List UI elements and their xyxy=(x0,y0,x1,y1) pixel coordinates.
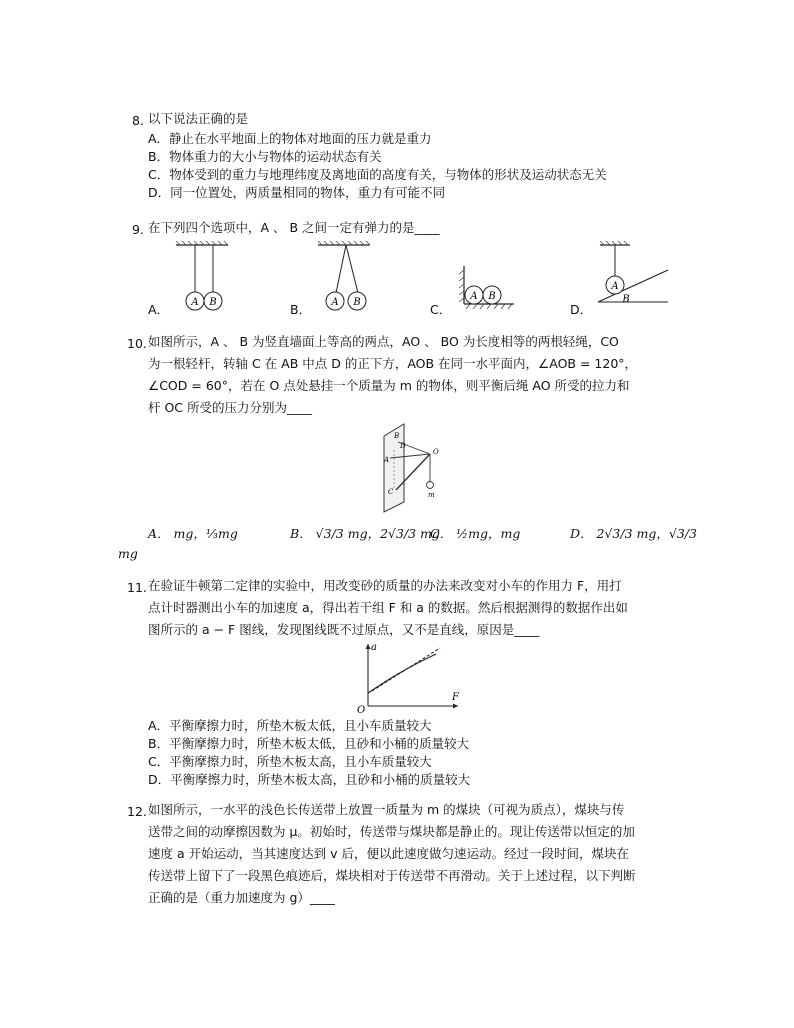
q9-a-ball-b: B xyxy=(209,297,217,308)
q8-number: 8. xyxy=(132,113,144,128)
q12-number: 12. xyxy=(127,804,147,819)
q10-option-a: A． mg，⅓mg xyxy=(148,526,238,541)
q9-label-b: B． xyxy=(290,302,312,317)
q10-fig-label-a: A xyxy=(384,456,390,464)
q11-origin: O xyxy=(357,705,366,714)
q8-option-c: C．物体受到的重力与地理纬度及离地面的高度有关，与物体的形状及运动状态无关 xyxy=(148,167,607,182)
q9-stem: 在下列四个选项中，A 、 B 之间一定有弹力的是____ xyxy=(148,220,440,235)
q9-figure-a xyxy=(172,240,232,315)
q11-line-2: 点计时器测出小车的加速度 a，得出若干组 F 和 a 的数据。然后根据测得的数据作出如 xyxy=(148,600,628,615)
q11-option-b: B．平衡摩擦力时，所垫木板太低，且砂和小桶的质量较大 xyxy=(148,736,470,751)
q12-line-5: 正确的是（重力加速度为 g）____ xyxy=(148,890,335,905)
q10-option-d-wrap: mg xyxy=(118,546,138,561)
q10-number: 10. xyxy=(127,336,147,351)
q11-dashed-line xyxy=(372,648,440,691)
q11-number: 11. xyxy=(127,580,147,595)
q9-figure-c xyxy=(456,262,518,312)
q12-line-1: 如图所示，一水平的浅色长传送带上放置一质量为 m 的煤块（可视为质点），煤块与传 xyxy=(148,802,625,817)
q9-figure-b xyxy=(314,240,374,315)
q10-fig-label-o: O xyxy=(433,448,439,456)
q10-option-b: B． √3/3 mg，2√3/3 mg xyxy=(290,526,440,541)
q8-option-d: D．同一位置处，两质量相同的物体，重力有可能不同 xyxy=(148,185,446,200)
q9-label-c: C． xyxy=(430,302,452,317)
q9-b-ball-b: B xyxy=(353,297,361,308)
q8-option-b: B．物体重力的大小与物体的运动状态有关 xyxy=(148,149,382,164)
q11-axis-f: F xyxy=(452,692,459,703)
q11-graph xyxy=(354,638,466,714)
q9-figure-d xyxy=(594,240,674,312)
q10-option-c: C． ½mg，mg xyxy=(430,526,521,541)
q9-label-a: A． xyxy=(148,302,170,317)
q8-option-a: A．静止在水平地面上的物体对地面的压力就是重力 xyxy=(148,131,432,146)
q11-line-1: 在验证牛顿第二定律的实验中，用改变砂的质量的办法来改变对小车的作用力 F，用打 xyxy=(148,578,622,593)
q9-b-ball-a: A xyxy=(331,297,339,308)
q9-c-ball-b: B xyxy=(488,291,496,302)
q11-axis-a: a xyxy=(371,642,377,653)
q10-fig-label-b: B xyxy=(394,432,400,440)
q10-line-2: 为一根轻杆，转轴 C 在 AB 中点 D 的正下方，AOB 在同一水平面内，∠AOB = 120°， xyxy=(148,356,638,371)
q9-a-ball-a: A xyxy=(191,297,199,308)
q9-number: 9. xyxy=(132,222,144,237)
q9-c-ball-a: A xyxy=(470,291,478,302)
q9-d-ball-a: A xyxy=(611,281,619,292)
q12-line-2: 送带之间的动摩擦因数为 μ。初始时，传送带与煤块都是静止的。现让传送带以恒定的加 xyxy=(148,824,635,839)
q9-d-incline-b: B xyxy=(622,294,630,305)
q10-fig-label-d: D xyxy=(400,442,406,450)
q12-line-3: 速度 a 开始运动，当其速度达到 v 后，便以此速度做匀速运动。经过一段时间，煤块在 xyxy=(148,846,629,861)
q10-option-d: D． 2√3/3 mg，√3/3 xyxy=(570,526,697,541)
q10-fig-label-m: m xyxy=(428,491,435,499)
q11-option-c: C．平衡摩擦力时，所垫木板太高，且小车质量较大 xyxy=(148,754,432,769)
q11-option-d: D．平衡摩擦力时，所垫木板太高，且砂和小桶的质量较大 xyxy=(148,772,471,787)
q9-label-d: D． xyxy=(570,302,593,317)
q10-figure xyxy=(370,418,454,514)
q12-line-4: 传送带上留下了一段黑色痕迹后，煤块相对于传送带不再滑动。关于上述过程，以下判断 xyxy=(148,868,636,883)
q10-line-3: ∠COD = 60°，若在 O 点处悬挂一个质量为 m 的物体，则平衡后绳 AO 所受的拉力和 xyxy=(148,378,630,393)
q10-fig-label-c: C xyxy=(388,488,394,496)
q10-line-4: 杆 OC 所受的压力分别为____ xyxy=(148,400,313,415)
q11-option-a: A．平衡摩擦力时，所垫木板太低，且小车质量较大 xyxy=(148,718,432,733)
q11-line-3: 图所示的 a − F 图线，发现图线既不过原点，又不是直线，原因是____ xyxy=(148,622,540,637)
q8-stem: 以下说法正确的是 xyxy=(148,111,249,126)
q10-line-1: 如图所示，A 、 B 为竖直墙面上等高的两点，AO 、 BO 为长度相等的两根轻绳，CO xyxy=(148,334,619,349)
